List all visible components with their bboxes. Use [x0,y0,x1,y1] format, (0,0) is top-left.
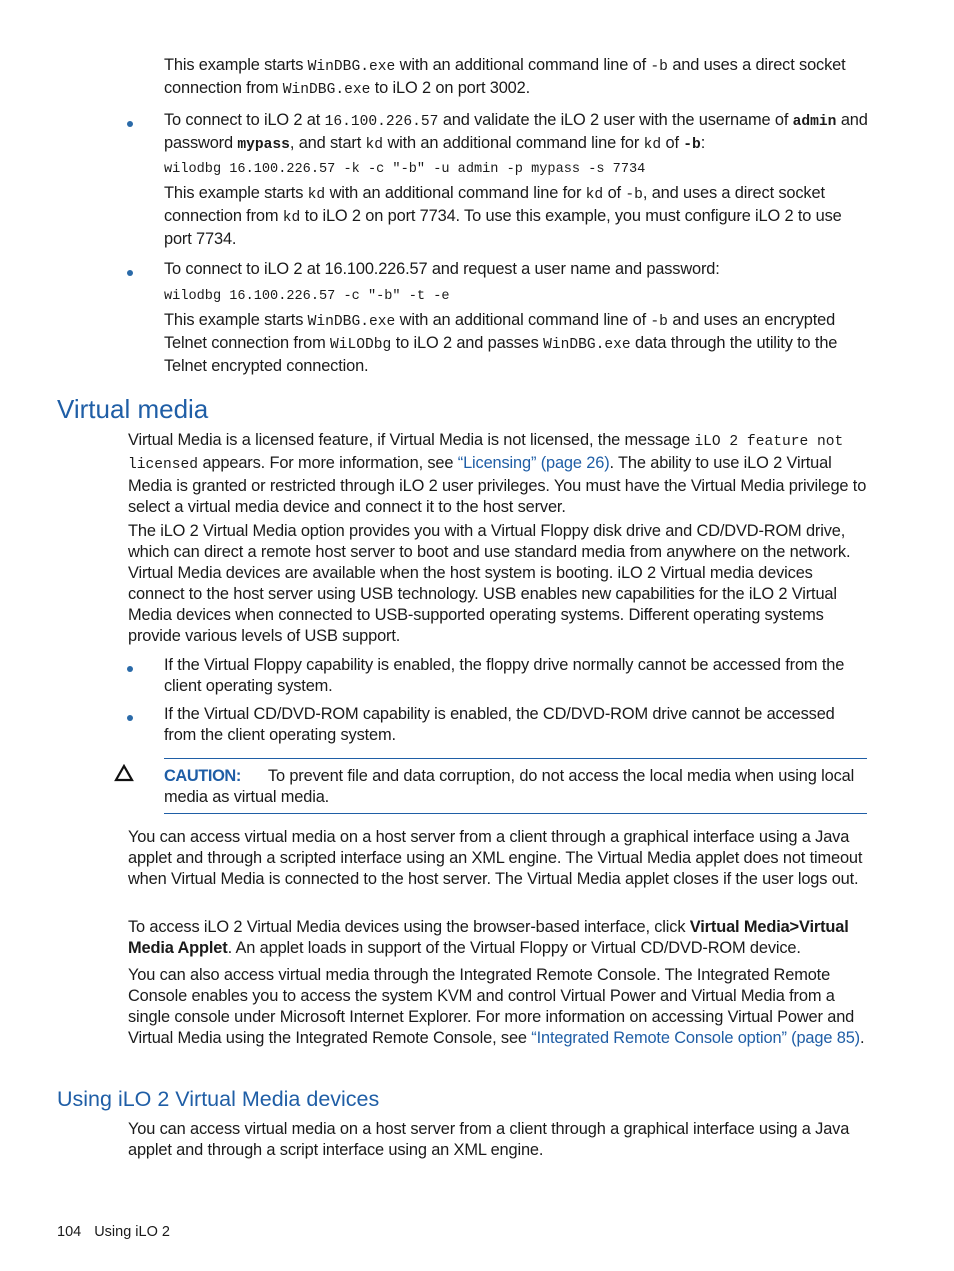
page-number: 104 [57,1224,82,1240]
chapter-title: Using iLO 2 [94,1224,170,1240]
licensing-link[interactable]: “Licensing” (page 26) [457,454,610,472]
kd-example-paragraph: This example starts kd with an additional command line for kd of -b, and uses a direct socket connection from kd to iLO 2 on port 7734. To use this example, you must configure iLO 2 to use port 7734. [164,184,842,248]
section-heading-using-virtual-media: Using iLO 2 Virtual Media devices [57,1087,380,1111]
virtual-cdrom-bullet: If the Virtual CD/DVD-ROM capability is enabled, the CD/DVD-ROM drive cannot be accessed from the client operating system. [164,705,835,744]
bullet-marker [127,666,135,674]
caution-label: CAUTION: [164,767,241,785]
virtual-media-licensing-paragraph: Virtual Media is a licensed feature, if Virtual Media is not licensed, the message iLO 2 feature not licensed appears. For more information, see “Licensing” (page 26). The ability to use iLO 2 Virtual Media is granted or restricted through iLO 2 user privileges. You must have the Virtual Media privilege to select a virtual media device and connect it to the host server. [128,431,867,516]
integrated-remote-console-paragraph: You can also access virtual media through the Integrated Remote Console. The Integrated Remote Console enables you to access the system KVM and control Virtual Power and Virtual Media from a single console under Microsoft Internet Explorer. For more information on accessing Virtual Power and Virtual Media using the Integrated Remote Console, see “Integrated Remote Console option” (page 85). [128,966,865,1047]
bullet-marker [127,715,135,723]
bullet-marker [127,270,135,278]
telnet-command-line: wilodbg 16.100.226.57 -c "-b" -t -e [164,289,450,304]
using-virtual-media-paragraph: You can access virtual media on a host server from a client through a graphical interface using a Java applet and through a script interface using an XML engine. [128,1120,850,1159]
telnet-connect-paragraph: To connect to iLO 2 at 16.100.226.57 and request a user name and password: [164,260,720,278]
section-heading-virtual-media: Virtual media [57,394,209,424]
caution-top-rule [164,758,867,759]
caution-text: To prevent file and data corruption, do not access the local media when using local media as virtual media. [164,767,855,806]
telnet-example-paragraph: This example starts WinDBG.exe with an additional command line of -b and uses an encrypted Telnet connection from WiLODbg to iLO 2 and passes WinDBG.exe data through the utility to the Telnet encrypted connection. [164,311,838,375]
caution-triangle-icon [114,764,134,782]
caution-paragraph [164,766,864,808]
kd-connect-paragraph: To connect to iLO 2 at 16.100.226.57 and validate the iLO 2 user with the username of admin and password mypass, and start kd with an additional command line for kd of -b: [164,111,868,153]
integrated-remote-console-link[interactable]: “Integrated Remote Console option” (page 85) [531,1029,860,1047]
caution-bottom-rule [164,813,867,814]
page-footer [57,1222,170,1242]
virtual-media-option-paragraph: The iLO 2 Virtual Media option provides you with a Virtual Floppy disk drive and CD/DVD-ROM drive, which can direct a remote host server to boot and use standard media from anywhere on the network. Virtual Media devices are available when the host system is booting. iLO 2 Virtual media devices connect to the host server using USB technology. USB enables new capabilities for the iLO 2 Virtual Media devices when connected to USB-supported operating systems. Different operating systems provide various levels of USB support. [128,522,851,645]
virtual-media-access-paragraph: You can access virtual media on a host server from a client through a graphical interface using a Java applet and through a scripted interface using an XML engine. The Virtual Media applet does not timeout when Virtual Media is connected to the host server. The Virtual Media applet closes if the user logs out. [128,828,863,888]
bullet-marker [127,121,135,129]
virtual-media-applet-paragraph: To access iLO 2 Virtual Media devices using the browser-based interface, click Virtual Media>Virtual Media Applet. An applet loads in support of the Virtual Floppy or Virtual CD/DVD-ROM device. [128,918,849,957]
kd-command-line: wilodbg 16.100.226.57 -k -c "-b" -u admin -p mypass -s 7734 [164,162,646,177]
intro-example-paragraph: This example starts WinDBG.exe with an additional command line of -b and uses a direct socket connection from WinDBG.exe to iLO 2 on port 3002. [164,56,846,98]
virtual-floppy-bullet: If the Virtual Floppy capability is enabled, the floppy drive normally cannot be accessed from the client operating system. [164,656,845,695]
